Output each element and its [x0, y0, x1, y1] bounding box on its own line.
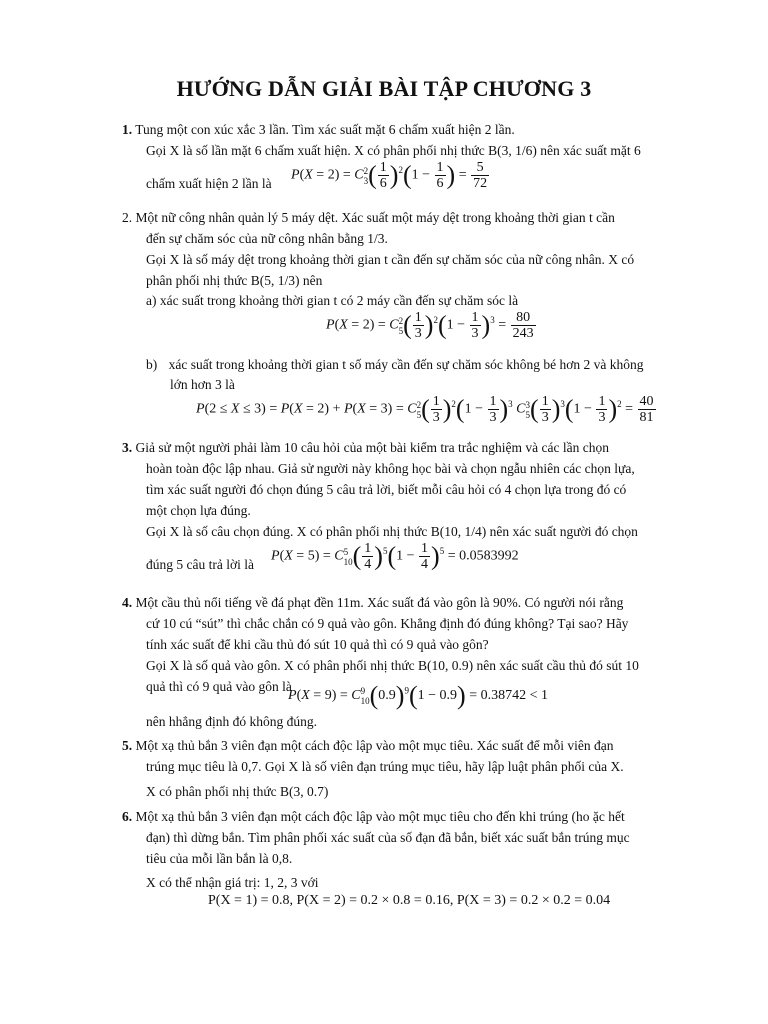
formula-p2b: P(2 ≤ X ≤ 3) = P(X = 2) + P(X = 3) = C 2 5 ( $\frac{1}{3}$ )$^2$(1 − $\frac{1}{3}$ )$^3$ C 3 5 ( $\frac{1}{3}$ )$^3$(1 − $\frac{1}{3}$ )$^2$ = $\frac{40}{81}$ [196, 394, 654, 425]
question-text: Giả sử một người phải làm 10 câu hỏi của một bài kiểm tra trắc nghiệm và các lần chọn [135, 440, 610, 455]
result-numerator: 80 [511, 310, 536, 326]
answer-text: X có thể nhận giá trị: 1, 2, 3 với [146, 875, 319, 890]
result-denominator: 81 [639, 410, 654, 425]
formula-p2a: P(X = 2) = C 2 5 ( $\frac{1}{3}$ )$^2$(1 − $\frac{1}{3}$ )$^3$ = $\frac{80}{243}$ [326, 310, 534, 341]
problem-2-question [122, 209, 615, 227]
answer-text: Gọi X là số quả vào gôn. X có phân phối nhị thức B(10, 0.9) nên xác suất cầu thủ đó sút 10 [146, 658, 639, 673]
sub-question-label: b) [146, 357, 158, 372]
question-text: đến sự chăm sóc của nữ công nhân bằng 1/3. [146, 231, 388, 246]
answer-text: Gọi X là số câu chọn đúng. X có phân phối nhị thức B(10, 1/4) nên xác suất người đó chọn [146, 524, 638, 539]
question-text: cứ 10 cú “sút” thì chắc chắn có 9 quả vào gôn. Khẳng định đó đúng không? Tại sao? Hãy [146, 616, 629, 631]
answer-text: phân phối nhị thức B(5, 1/3) nên [146, 273, 323, 288]
problem-number: 1. [122, 122, 133, 137]
sub-question-text: xác suất trong khoảng thời gian t số máy cần đến sự chăm sóc không bé hơn 2 và không [168, 357, 644, 372]
formula-p4: P(X = 9) = C 9 10 $(0.9)^9(1 - 0.9) = 0.38742 < 1$ [288, 681, 548, 710]
formula-p6: P(X = 1) = 0.8, P(X = 2) = 0.2 × 0.8 = 0.16, P(X = 3) = 0.2 × 0.2 = 0.04 [208, 893, 611, 908]
answer-text: đúng 5 câu trả lời là [146, 557, 254, 572]
question-text: tiêu của mỗi lần bắn là 0,8. [146, 851, 293, 866]
problem-5-question [122, 737, 614, 755]
problem-number: 3. [122, 440, 133, 455]
problem-4-question [122, 594, 623, 612]
problem-6-question [122, 808, 625, 826]
result-numerator: 40 [639, 394, 654, 409]
question-text: đạn) thì dừng bắn. Tìm phân phối xác suất của số đạn đã bắn, biết xác suất bắn trúng mục [146, 830, 630, 845]
question-text: tính xác suất để khi cầu thủ đó sút 10 quả thì có 9 quả vào gôn? [146, 637, 489, 652]
formula-p1: P(X = 2) = C 2 3 ( $\frac{1}{6}$ )$^2$(1 − $\frac{1}{6}$ ) = $\frac{5}{72}$ [291, 160, 488, 191]
question-text: hoàn toàn độc lập nhau. Giả sử người này không học bài và chọn ngẫu nhiên các chọn lựa, [146, 461, 635, 476]
answer-text: quả thì có 9 quả vào gôn là [146, 679, 292, 694]
question-text: Một nữ công nhân quản lý 5 máy dệt. Xác suất một máy dệt trong khoảng thời gian t cần [135, 210, 615, 225]
result-value: 0.38742 < 1 [480, 688, 548, 704]
sub-question-text: lớn hơn 3 là [170, 377, 235, 392]
problem-number: 2. [122, 210, 133, 225]
sub-question-a: a) xác suất trong khoảng thời gian t có 2 máy cần đến sự chăm sóc là [146, 293, 519, 308]
page-title: HƯỚNG DẪN GIẢI BÀI TẬP CHƯƠNG 3 [176, 76, 592, 101]
problem-1-question [122, 121, 515, 139]
answer-conclusion: nên hhẳng định đó không đúng. [146, 714, 317, 729]
problem-number: 4. [122, 595, 133, 610]
sub-question-b [146, 356, 644, 374]
problem-3-question [122, 439, 609, 457]
question-text: Tung một con xúc xắc 3 lần. Tìm xác suất mặt 6 chấm xuất hiện 2 lần. [135, 122, 515, 137]
answer-text: Gọi X là số lần mặt 6 chấm xuất hiện. X có phân phối nhị thức B(3, 1/6) nên xác suất mặt 6 [146, 143, 641, 158]
question-text: một chọn lựa đúng. [146, 503, 251, 518]
answer-text: Gọi X là số máy dệt trong khoảng thời gian t cần đến sự chăm sóc của nữ công nhân. X có [146, 252, 635, 267]
question-text: Một xạ thủ bắn 3 viên đạn một cách độc lập vào một mục tiêu cho đến khi trúng (ho ặc hết [135, 809, 625, 824]
question-text: tìm xác suất người đó chọn đúng 5 câu trả lời, biết mỗi câu hỏi có 4 chọn lựa trong đó có [146, 482, 627, 497]
question-text: Một cầu thủ nổi tiếng về đá phạt đền 11m. Xác suất đá vào gôn là 90%. Có người nói rằng [135, 595, 624, 610]
formula-p3: P(X = 5) = C 5 10 ( $\frac{1}{4}$ )$^5$(1 − $\frac{1}{4}$ )$^5$ = 0.0583992 [271, 541, 519, 572]
result-denominator: 72 [473, 176, 488, 191]
problem-number: 6. [122, 809, 133, 824]
answer-text: chấm xuất hiện 2 lần là [146, 176, 272, 191]
result-numerator: 5 [471, 160, 489, 176]
question-text: Một xạ thủ bắn 3 viên đạn một cách độc lập vào một mục tiêu. Xác suất để mỗi viên đạn [135, 738, 614, 753]
answer-text: X có phân phối nhị thức B(3, 0.7) [146, 784, 329, 799]
question-text: trúng mục tiêu là 0,7. Gọi X là số viên đạn trúng mục tiêu, hãy lập luật phân phối của X. [146, 759, 624, 774]
result-denominator: 243 [512, 326, 534, 341]
problem-number: 5. [122, 738, 133, 753]
result-value: 0.0583992 [459, 548, 519, 564]
